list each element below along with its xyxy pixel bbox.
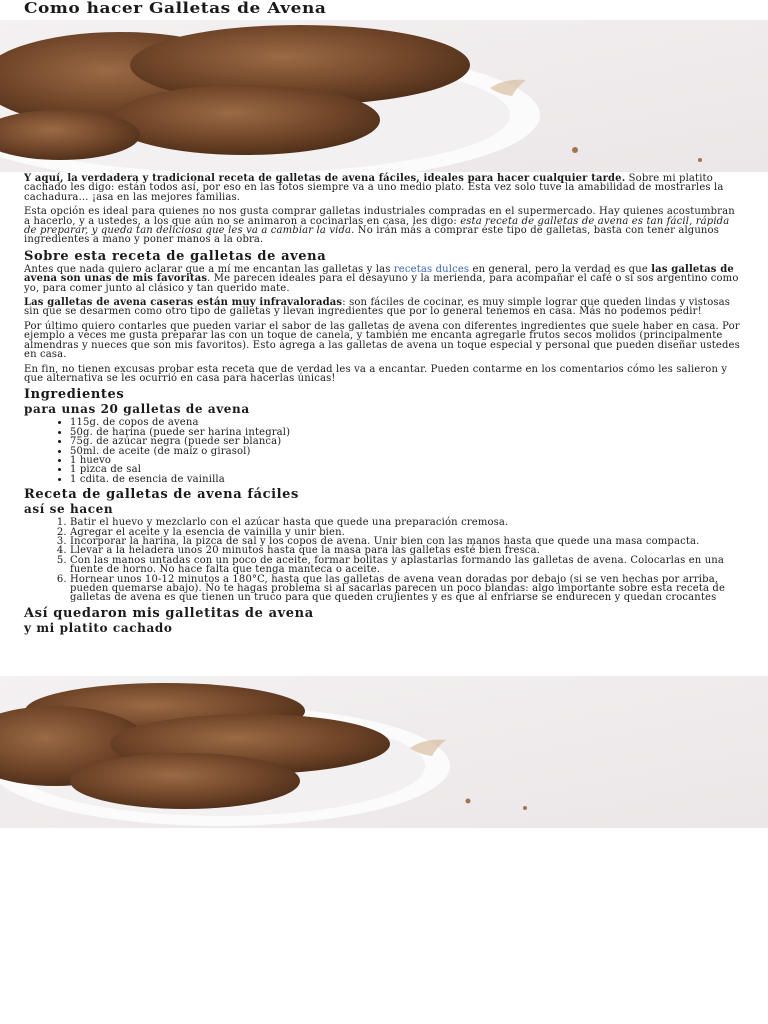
intro-emphasis: esta receta de galletas de avena es tan fácil, rápida de preparar, y queda tan deliciosa que les va a cambiar la vida. xyxy=(24,215,730,237)
intro-highlight: Y aquí, la verdadera y tradicional receta de galletas de avena fáciles, ideales para hacer cualquier tarde. xyxy=(24,173,626,184)
about-paragraph-1 xyxy=(24,265,744,293)
cookies-photo-bottom xyxy=(0,676,768,828)
ingredient-item: • 1 huevo xyxy=(70,456,744,465)
about-text: . Me parecen ideales para el desayuno y la merienda, para acompañar el café o si sos argentino como yo, para comer junto al clásico y tan querido mate. xyxy=(24,273,739,294)
intro-text: No irán más a comprar éste tipo de galletas, basta con tener algunos ingredientes a mano y poner manos a la obra. xyxy=(24,225,719,246)
recipe-heading: Receta de galletas de avena fáciles xyxy=(24,487,299,503)
about-text: en general, pero la verdad es que xyxy=(469,263,652,275)
recipe-steps-list xyxy=(24,518,744,603)
about-text: Antes que nada quiero aclarar que a mí me encantan las galletas y las xyxy=(24,263,394,275)
ingredients-subheading: para unas 20 galletas de avena xyxy=(24,402,250,417)
ingredients-list xyxy=(24,418,744,484)
ingredient-item: • 1 cdita. de esencia de vainilla xyxy=(70,475,744,484)
ingredient-item: • 50ml. de aceite (de maíz o girasol) xyxy=(70,447,744,456)
about-heading: Sobre esta receta de galletas de avena xyxy=(24,248,327,264)
about-text: : son fáciles de cocinar, es muy simple lograr que queden lindas y vistosas sin que se desarmen como otro tipo de galletas y llevan ingredientes que por lo general tenemos en casa. Más no podemos pedir! xyxy=(24,297,731,318)
result-subheading: y mi platito cachado xyxy=(24,620,173,635)
recetas-dulces-link[interactable]: recetas dulces xyxy=(393,263,470,275)
recipe-step: 4. Llevar a la heladera unos 20 minutos hasta que la masa para las galletas esté bien fresca. xyxy=(70,546,744,555)
cookies-plate-image xyxy=(0,676,768,828)
result-heading: Así quedaron mis galletitas de avena xyxy=(24,605,314,621)
ingredient-item: • 1 pizca de sal xyxy=(70,465,744,474)
recipe-step: 5. Con las manos untadas con un poco de aceite, formar bolitas y aplastarlas formando las galletas de avena. Colocarlas en una fuente de horno. No hace falta que tenga manteca o aceite. xyxy=(70,556,744,575)
recipe-step: 3. Incorporar la harina, la pizca de sal y los copos de avena. Unir bien con las manos hasta que quede una masa compacta. xyxy=(70,537,744,546)
about-highlight: las galletas de avena son unas de mis favoritas xyxy=(24,263,734,285)
intro-paragraph-1 xyxy=(24,174,744,202)
cookies-photo-top xyxy=(0,20,768,172)
recipe-subheading: así se hacen xyxy=(24,502,114,517)
cookies-plate-image xyxy=(0,20,768,172)
about-paragraph-4: En fin, no tienen excusas probar esta receta que de verdad les va a encantar. Pueden contarme en los comentarios cómo les salieron y que alternativa se les ocurrió en casa para hacerlas únicas! xyxy=(24,363,728,384)
about-paragraph-2 xyxy=(24,298,744,317)
ingredient-item: • 115g. de copos de avena xyxy=(70,418,744,427)
ingredients-heading: Ingredientes xyxy=(24,387,125,403)
intro-paragraph-2 xyxy=(24,207,744,245)
recipe-step: 1. Batir el huevo y mezclarlo con el azúcar hasta que quede una preparación cremosa. xyxy=(70,518,744,527)
ingredient-item: • 50g. de harina (puede ser harina integral) xyxy=(70,428,744,437)
page-title: Como hacer Galletas de Avena xyxy=(24,0,327,17)
article-body xyxy=(24,174,744,637)
recipe-step: 2. Agregar el aceite y la esencia de vainilla y unir bien. xyxy=(70,528,744,537)
recipe-step: 6. Hornear unos 10-12 minutos a 180°C, hasta que las galletas de avena vean doradas por debajo (si se ven hechas por arriba, pueden quemarse abajo). No te hagas problema si al sacarlas parecen un poco blandas: algo importante sobre esta receta de galletas de avena es que tienen un truco para que queden crujientes y es que al enfriarse se endurecen y quedan crocantes xyxy=(70,575,744,603)
intro-text: Esta opción es ideal para quienes no nos gusta comprar galletas industriales compradas en el supermercado. Hay quienes acostumbran a hacerlo, y a ustedes, a los que aún no se animaron a cocinarlas en casa, les digo: xyxy=(24,206,735,227)
intro-text: Sobre mi platito cachado les digo: están todos así, por eso en las fotos siempre va a uno medio plato. Esta vez solo tuve la amabilidad de mostrarles la cachadura… ¡asa en las mejores familias. xyxy=(24,173,724,203)
about-highlight: Las galletas de avena caseras están muy infravaloradas xyxy=(24,297,343,309)
about-paragraph-3: Por último quiero contarles que pueden variar el sabor de las galletas de avena con diferentes ingredientes que suele haber en casa. Por ejemplo a veces me gusta preparar las con un toque de canela, y también me encanta agregarle frutos secos molidos (principalmente almendras y nueces que son mis favoritos). Esto agrega a las galletas de avena un toque especial y personal que pueden diseñar ustedes en casa. xyxy=(24,320,740,361)
ingredient-item: • 75g. de azúcar negra (puede ser blanca) xyxy=(70,437,744,446)
